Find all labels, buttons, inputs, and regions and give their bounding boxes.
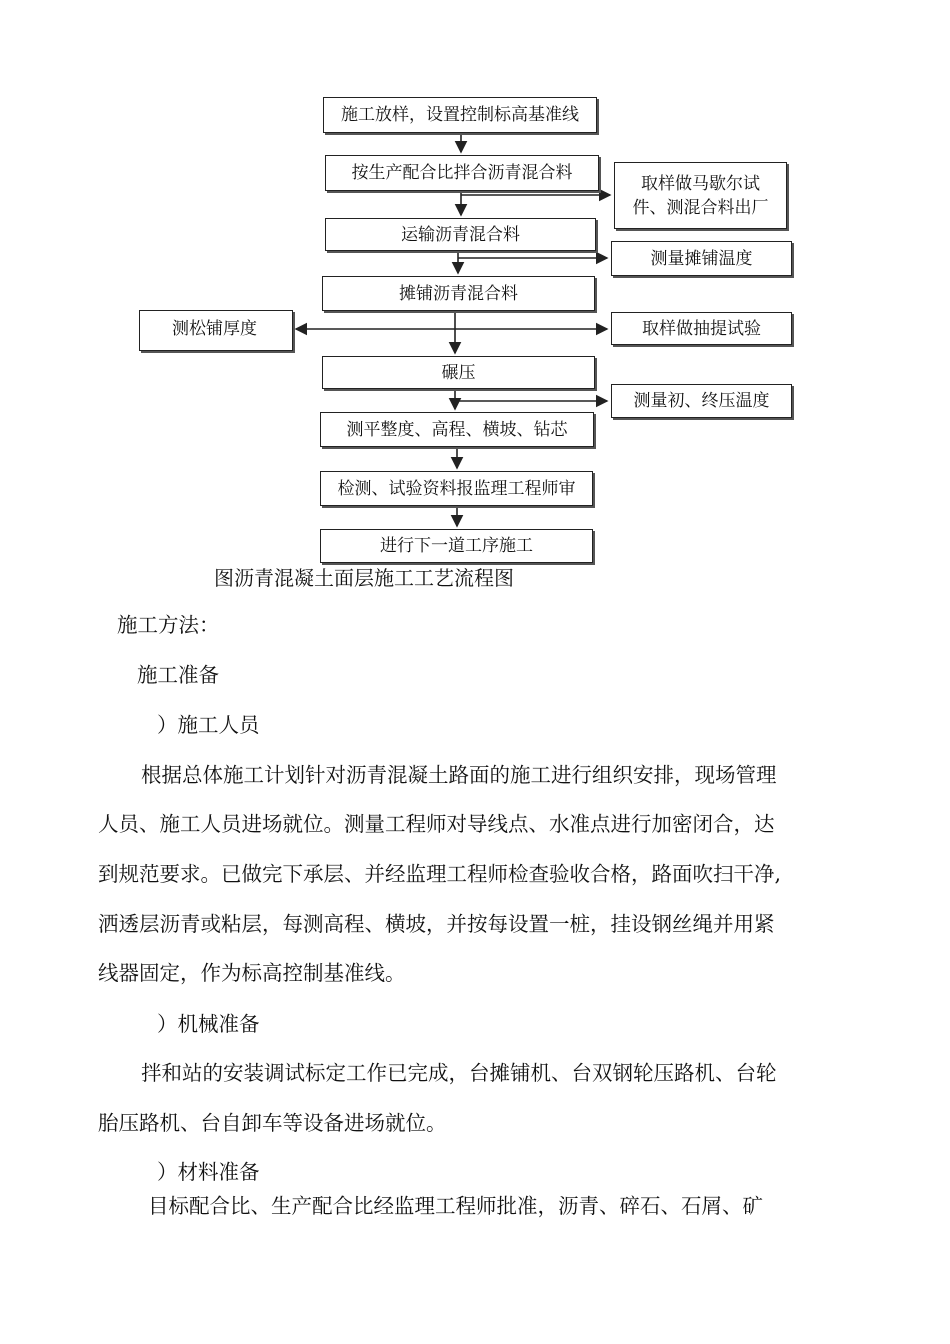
side-box-core-sample: 取样做抽提试验 <box>611 312 792 345</box>
personnel-line-2: 人员、施工人员进场就位。测量工程师对导线点、水准点进行加密闭合，达 <box>98 812 775 836</box>
side-box-marshall-line2: 件、测混合料出厂 <box>632 197 769 218</box>
flow-step-next-process: 进行下一道工序施工 <box>320 529 593 563</box>
machinery-heading: ）机械准备 <box>157 1012 260 1036</box>
side-box-marshall-sample <box>614 162 787 229</box>
personnel-line-5: 线器固定，作为标高控制基准线。 <box>98 961 406 985</box>
personnel-line-1: 根据总体施工计划针对沥青混凝土路面的施工进行组织安排，现场管理 <box>141 763 777 787</box>
flow-step-rolling: 碾压 <box>322 356 595 389</box>
figure-caption: 图沥青混凝土面层施工工艺流程图 <box>214 566 514 590</box>
side-box-rolling-temp: 测量初、终压温度 <box>611 384 792 418</box>
material-line-1: 目标配合比、生产配合比经监理工程师批准，沥青、碎石、石屑、矿 <box>148 1194 763 1218</box>
machinery-line-2: 胎压路机、台自卸车等设备进场就位。 <box>98 1111 447 1135</box>
machinery-line-1: 拌和站的安装调试标定工作已完成，台摊铺机、台双钢轮压路机、台轮 <box>141 1061 777 1085</box>
personnel-heading: ）施工人员 <box>157 713 260 737</box>
side-box-loose-thickness: 测松铺厚度 <box>139 310 293 351</box>
personnel-line-3: 到规范要求。已做完下承层、并经监理工程师检查验收合格，路面吹扫干净, <box>98 862 782 886</box>
method-heading: 施工方法： <box>117 613 220 637</box>
personnel-line-4: 洒透层沥青或粘层，每测高程、横坡，并按每设置一桩，挂设钢丝绳并用紧 <box>98 912 775 936</box>
prep-heading: 施工准备 <box>137 663 219 687</box>
flow-step-flatness-test: 测平整度、高程、横坡、钻芯 <box>320 412 594 447</box>
side-box-marshall-line1: 取样做马歇尔试 <box>641 173 760 194</box>
material-heading: ）材料准备 <box>157 1160 260 1184</box>
flow-step-stakeout: 施工放样，设置控制标高基准线 <box>323 97 597 133</box>
flow-step-paving: 摊铺沥青混合料 <box>322 276 595 311</box>
flow-step-report-supervisor: 检测、试验资料报监理工程师审 <box>320 471 593 506</box>
side-box-paving-temp: 测量摊铺温度 <box>611 241 792 276</box>
flow-step-transport: 运输沥青混合料 <box>325 218 596 251</box>
flow-step-mixing: 按生产配合比拌合沥青混合料 <box>325 155 599 191</box>
